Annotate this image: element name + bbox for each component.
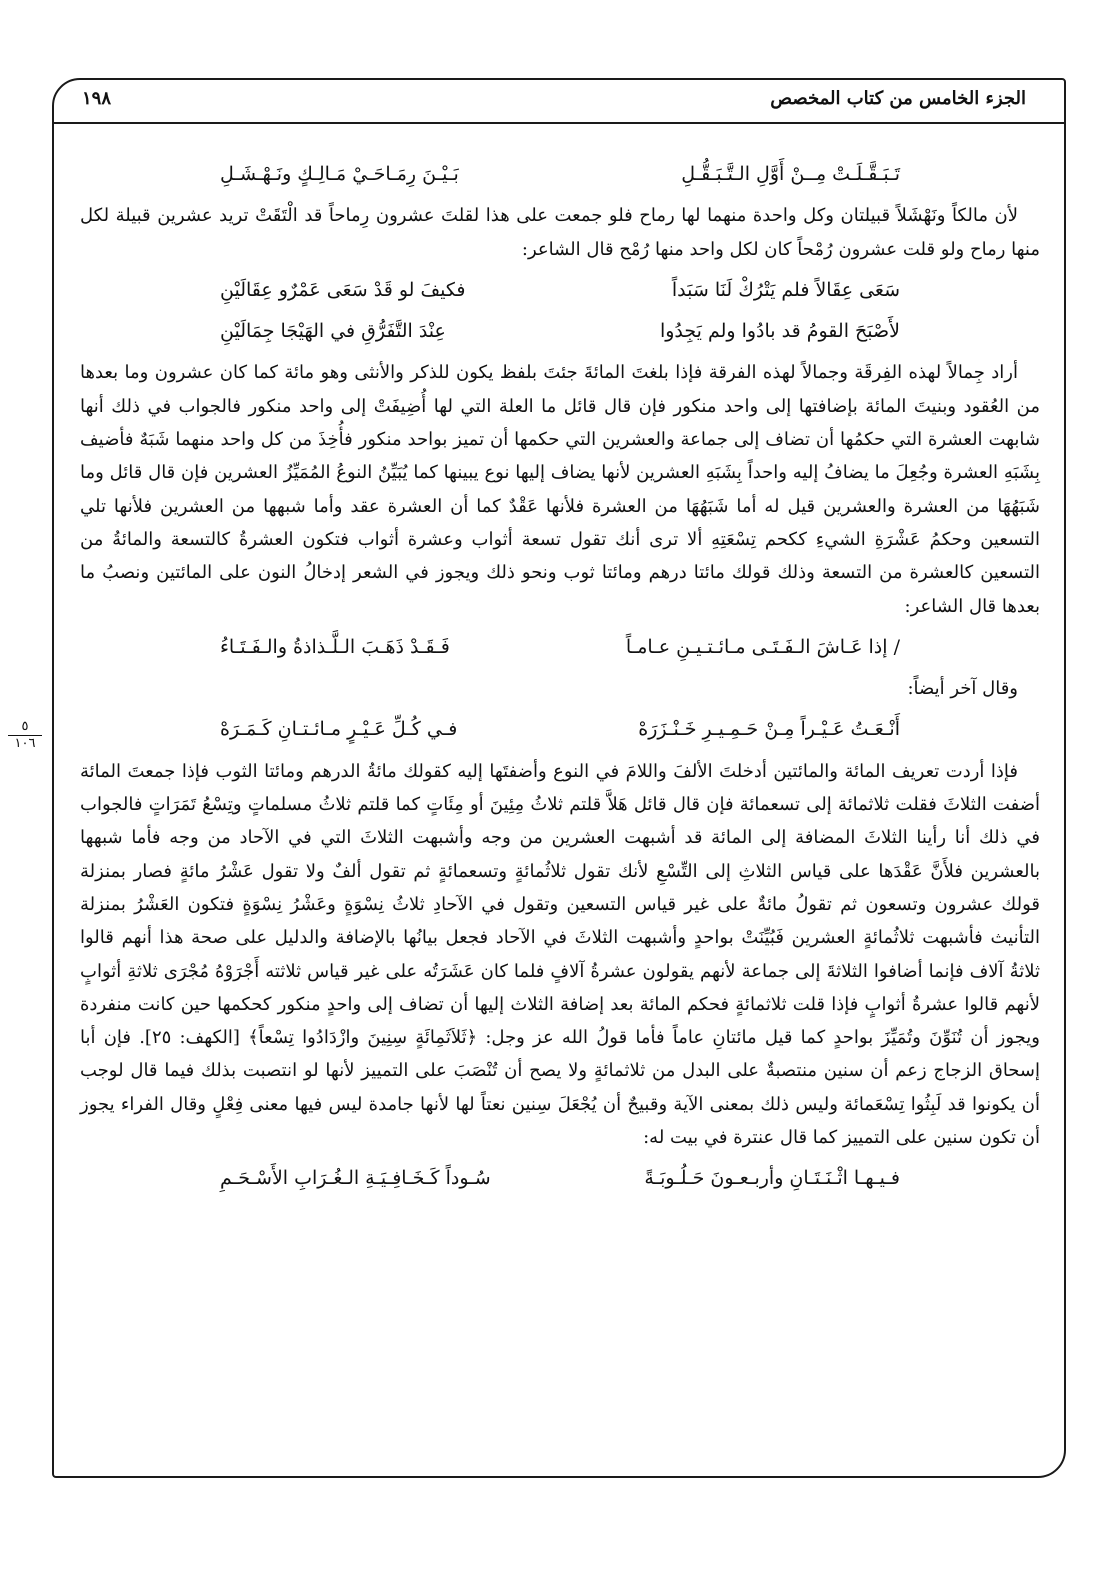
verse-line <box>80 1162 1040 1195</box>
verse-line <box>80 315 1040 348</box>
verse-second-hemistich: بَـيْـنَ رِمَـاحَـيْ مَـالِـكٍ ونَـهْـشَـلِ <box>220 163 459 185</box>
page-header <box>52 78 1066 124</box>
marginal-ref-bottom: ١٠٦ <box>14 736 36 751</box>
verse-second-hemistich: فـي كُـلِّ عَـيْـرٍ مـائـتـانِ كَـمَـرَهْ <box>220 718 458 741</box>
page-content <box>80 150 1040 1204</box>
verse-second-hemistich: فَـقَـدْ ذَهَـبَ الـلَّـذاذةُ والـفَـتَـاءُ <box>220 635 450 658</box>
verse-line <box>80 713 1040 746</box>
book-title: الجزء الخامس من كتاب المخصص <box>770 88 1026 109</box>
paragraph: فإذا أردت تعريف المائة والمائتين أدخلتَ الألفَ واللامَ في النوع وأضفتَها إليه كقولك مائةُ الدرهم ومائتا الثوب فإذا جمعتَ المائة أضفت الثلاثَ فقلت ثلاثمائة إلى تسعمائة فإن قال قائل هَلاَّ قلتم ثلاثُ مِئِينَ أو مِئَاتٍ كما قلتم ثلاثُ مسلماتٍ وتِسْعُ تَمَرَاتٍ فالجواب في ذلك أنا رأينا الثلاثَ المضافة إلى المائة قد أشبهت العشرين من وجه وأشبهت الثلاثَ التي في الآحاد من وجه فأما شبهها بالعشرين فلأَنَّ عَقْدَها على قياس الثلاثِ إلى التِّسْعِ لأنك تقول ثلاثُمائةٍ وتسعمائةٍ ثم تقول ألفٌ ولا تقول عَشْرُ مائةٍ فصار بمنزلة قولك عشرون وتسعون ثم تقولُ مائةٌ على غير قياس التسعين وتقول في الآحادِ ثلاثُ نِسْوَةٍ وعَشْرُ نِسْوَةٍ فتكون العَشْرُ بمنزلة التأنيث فأشبهت ثلاثُمائةٍ العشرين فَبُيِّنَتْ بواحدٍ وأشبهت الثلاثَ في الآحاد فجعل بيانُها بالإضافة والدليل على صحة هذا أنهم قالوا ثلاثةُ آلاف فإنما أضافوا الثلاثةَ إلى جماعة لأنهم يقولون عشرةُ آلافٍ فلما كان عَشَرَتُه على غير قياس ثلاثته أَجْرَوْهُ مُجْرَى ثلاثةِ أثوابٍ لأنهم قالوا عشرةُ أثوابٍ فإذا قلت ثلاثمائةٍ فحكم المائة بعد إضافة الثلاث إليها أن تضاف إلى واحدٍ منكور كحكمها حين كانت منفردة ويجوز أن تُنَوِّنَ وتُمَيِّزَ بواحدٍ كما قيل مائتانِ عاماً فأما قولُ الله عز وجل: ﴿ثَلاَثَمِائَةٍ سِنِينَ وازْدَادُوا تِسْعاً﴾ [الكهف: ٢٥]. فإن أبا إسحاق الزجاج زعم أن سنين منتصبةٌ على البدل من ثلاثمائةٍ ولا يصح أن تُنْصَبَ على التمييز لأنها لو انتصبت بذلك فيما قال لوجب أن يكونوا قد لَبِثُوا تِسْعَمائة وليس ذلك بمعنى الآية وقبيحٌ أن يُجْعَلَ سِنين نعتاً لها لأنها جامدة ليس فيها معنى فِعْلٍ وقال الفراء يجوز أن تكون سنين على التمييز كما قال عنترة في بيت له: <box>80 760 1041 1149</box>
marginal-ref-top: ٥ <box>8 720 42 736</box>
verse-line <box>80 631 1040 664</box>
verse-first-hemistich: / إذا عَـاشَ الـفَـتَـى مـائـتـيـنِ عـامـاً <box>625 635 900 658</box>
intro-line: وقال آخر أيضاً: <box>907 678 1018 700</box>
verse-line <box>80 158 1040 191</box>
verse-second-hemistich: سُـوداً كَـخَـافِـيَـةِ الـغُـرَابِ الأَسْـحَـمِ <box>220 1167 491 1190</box>
verse-first-hemistich: لأَصْبَحَ القومُ قد بادُوا ولم يَجِدُوا <box>659 320 900 343</box>
verse-first-hemistich: تَـبَـقَّـلَـتْ مِــنْ أَوَّلِ الـتَّـبَـقُّـلِ <box>681 163 900 185</box>
page-number: ١٩٨ <box>82 88 112 109</box>
verse-first-hemistich: أَنْـعَـتُ عَـيْـراً مِـنْ حَـمِـيـرِ خَـنْـزَرَهْ <box>638 718 900 741</box>
verse-first-hemistich: فـيـهـا اثْـنَـتَـانِ وأربـعـونَ حَـلُـوبَـةً <box>644 1167 900 1190</box>
paragraph: أراد جِمالاً لهذه الفِرقَة وجمالاً لهذه الفرقة فإذا بلغتَ المائةَ جئتَ بلفظ يكون للذكر والأنثى وهو مائة كما كان عشرون وما بعدها من العُقود وبنيتَ المائة بإضافتها إلى واحد منكور فإن قال قائل ما العلة التي لها أُضِيفَتْ إلى واحد منكور فالجواب في ذلك أنها شابهت العشرة التي حكمُها أن تضاف إلى جماعة والعشرين التي حكمها أن تميز بواحد منكور فأُخِذَ من كل واحد منهما شَبَهٌ فأضيف بِشَبَهِ العشرة وجُعِلَ ما يضافُ إليه واحداً بِشَبَهِ العشرين لأنها يضاف إليها نوع يبينها كما يُبَيِّنُ النوعُ المُمَيِّزُ العشرين فإن قال قائل وما شَبَهُهَا من العشرة والعشرين قيل له أما شَبَهُهَا من العشرة فلأنها عَقْدٌ كما أن العشرة عقد وأما شبهها من العشرين فلأنها تلي التسعين وحكمُ عَشْرَةِ الشيءِ ككحم تِسْعَتِهِ ألا ترى أنك تقول تسعة أثواب وعشرة أثواب فتكون العشرةُ كالتسعة والمائةُ من التسعين كالعشرة من التسعة وذلك قولك مائتا درهم ومائتا ثوب ونحو ذلك ويجوز في الشعر إدخالُ النون على المائتين ونصبُ ما بعدها قال الشاعر: <box>80 362 1040 617</box>
verse-second-hemistich: عِنْدَ التَّفَرُّقِ في الهَيْجَا جِمَالَيْنِ <box>220 320 446 343</box>
marginal-page-reference <box>8 720 42 751</box>
verse-second-hemistich: فكيفَ لو قَدْ سَعَى عَمْرٌو عِقَالَيْنِ <box>220 278 466 301</box>
paragraph: لأن مالكاً ونَهْشَلاً قبيلتان وكل واحدة منهما لها رماح فلو جمعت على هذا لقلتَ عشرون رِماحاً قد الْتَقَتْ تريد عشرين قبيلة لكل منها رماح ولو قلت عشرون رُمْحاً كان لكل واحد منها رُمْح قال الشاعر: <box>80 205 1040 260</box>
verse-first-hemistich: سَعَى عِقَالاً فلم يَتْرُكْ لَنَا سَبَداً <box>671 278 900 301</box>
verse-line <box>80 274 1040 307</box>
